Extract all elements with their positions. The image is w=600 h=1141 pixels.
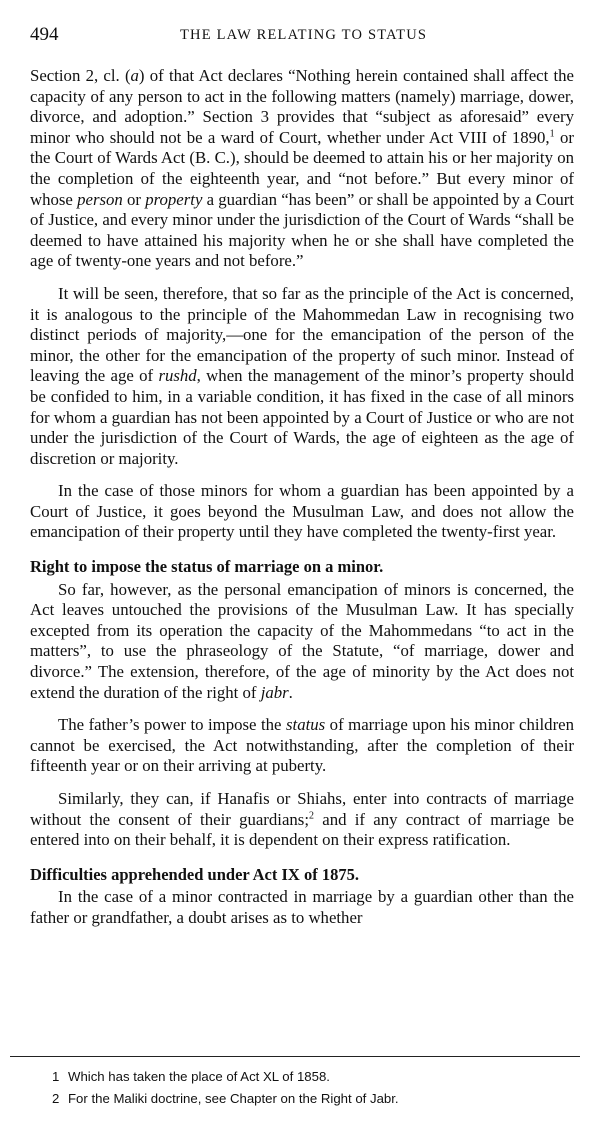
footnote-divider	[10, 1056, 580, 1057]
footnote-2: 2 For the Maliki doctrine, see Chapter on the Right of Jabr.	[52, 1091, 399, 1106]
footnotes	[52, 1068, 572, 1112]
footnote-ref-1[interactable]: 1	[549, 128, 555, 140]
page-body	[30, 66, 574, 929]
running-title: THE LAW RELATING TO STATUS	[180, 27, 428, 43]
paragraph-court-guardian: In the case of those minors for whom a guardian has been appointed by a Court of Justice, it goes beyond the Musulman Law, and does not allow the emancipation of their property until they have completed the twenty-first year.	[30, 481, 574, 542]
paragraph-father-power: The father’s power to impose the status of marriage upon his minor children cannot be exercised, the Act notwithstanding, after the completion of their fifteenth year or on their arriving at puberty.	[30, 715, 574, 776]
paragraph-personal-emancipation: So far, however, as the personal emancipation of minors is concerned, the Act leaves untouched the provisions of the Musulman Law. It has specially excepted from its operation the capacity of the Mahommedans “to act in the matters”, to use the phraseology of the Statute, “of marriage, dower and divorce.” The extension, therefore, of the age of minority by the Act does not extend the duration of the right of jabr.	[30, 579, 574, 702]
section-heading-difficulties: Difficulties apprehended under Act IX of 1875.	[30, 864, 359, 884]
page-number: 494	[30, 24, 59, 45]
footnote-1: 1 Which has taken the place of Act XL of 1858.	[52, 1069, 330, 1084]
paragraph-section-2: Section 2, cl. (a) of that Act declares “Nothing herein contained shall affect the capacity of any person to act in the following matters (namely) marriage, dower, divorce, and adoption.” Section 3 provides that “subject as aforesaid” every minor who should not be a ward of Court, whether under Act VIII of 1890,$^1$ or the Court of Wards Act (B. C.), should be deemed to attain his or her majority on the completion of the eighteenth year, and “not before.” But every minor of whose person or property a guardian “has been” or shall be appointed by a Court of Justice, and every minor under the jurisdiction of the Court of Wards “shall be deemed to have attained his majority when he or she shall have completed the age of twenty-one years and not before.”	[30, 66, 575, 271]
page-header	[30, 24, 572, 48]
paragraph-two-periods: It will be seen, therefore, that so far as the principle of the Act is concerned, it is analogous to the principle of the Mahommedan Law in recognising two distinct periods of majority,—one for the emancipation of the person of the minor, the other for the emancipation of the property of such minor. Instead of leaving the age of rushd, when the management of the minor’s property should be confided to him, in a variable condition, it has fixed in the case of all minors for whom a guardian has not been appointed by a Court of Justice or who are not under the jurisdiction of the Court of Wards, the age of eighteen as the age of discretion or majority.	[30, 283, 574, 468]
footnote-ref-2[interactable]: 2	[308, 810, 314, 821]
paragraph-guardian-doubt: In the case of a minor contracted in marriage by a guardian other than the father or grandfather, a doubt arises as to whether	[30, 887, 574, 927]
paragraph-contracts: Similarly, they can, if Hanafis or Shiahs, enter into contracts of marriage without the consent of their guardians;$^2$ and if any contract of marriage be entered into on their behalf, it is dependent on their express ratification.	[30, 789, 575, 850]
section-heading-right-to-impose: Right to impose the status of marriage on a minor.	[30, 557, 384, 577]
